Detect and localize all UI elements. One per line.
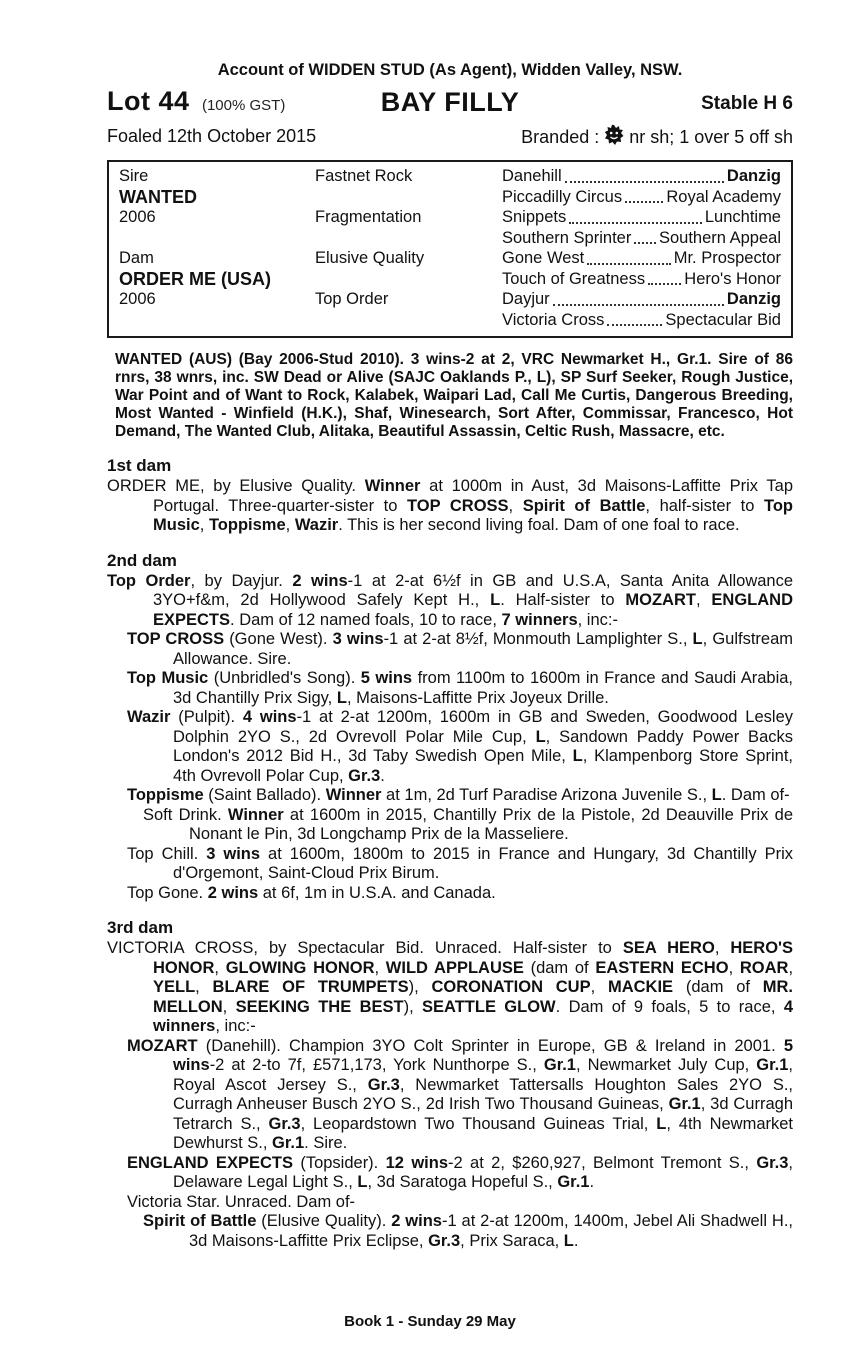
lot-number: Lot 44 xyxy=(107,86,190,116)
ancestor-row: Gone West Mr. Prospector xyxy=(502,249,781,267)
dam-name: ORDER ME (USA) xyxy=(119,268,271,289)
ancestor-row: Danehill Danzig xyxy=(502,167,781,185)
ancestor-row: Touch of Greatness Hero's Honor xyxy=(502,269,781,288)
progeny-entry-top-cross: TOP CROSS (Gone West). 3 wins-1 at 2-at 8½f, Monmouth Lamplighter S., L, Gulfstream Allowance. Sire. xyxy=(127,630,794,668)
grandam-name: Fragmentation xyxy=(315,208,422,226)
second-dam-section xyxy=(107,551,793,904)
third-dam-heading: 3rd dam xyxy=(107,918,174,937)
brand-mark-icon xyxy=(604,124,624,146)
progeny-entry-mozart: MOZART (Danehill). Champion 3YO Colt Sprinter in Europe, GB & Ireland in 2001. 5 wins-2 at 2-to 7f, £571,173, York Nunthorpe S., Gr.1, Newmarket July Cup, Gr.1, Royal Ascot Jersey S., Gr.3, Newmarket Tattersalls Houghton Sales 2YO S., Curragh Anheuser Busch 2YO S., 2d Irish Two Thousand Guineas, Gr.1, 3d Curragh Tetrarch S., Gr.3, Leopardstown Two Thousand Guineas Trial, L, 4th Newmarket Dewhurst S., Gr.1. Sire. xyxy=(127,1036,794,1152)
dot-leader xyxy=(648,283,681,285)
sire-label: Sire xyxy=(119,167,149,185)
horse-title: BAY FILLY xyxy=(380,87,520,117)
dam-year: 2006 xyxy=(119,290,156,308)
sire-summary-paragraph: WANTED (AUS) (Bay 2006-Stud 2010). 3 wins-2 at 2, VRC Newmarket H., Gr.1. Sire of 86 rnrs, 38 wnrs, inc. SW Dead or Alive (SAJC Oaklands P., L), SP Surf Seeker, Rough Justice, War Point and of Want to Rock, Kalabek, Waipari Lad, Call Me Curtis, Dangerous Breeding, Most Wanted - Winfield (H.K.), Shaf, Winesearch, Sort After, Commissar, Francesco, Hot Demand, The Wanted Club, Alitaka, Beautiful Assassin, Celtic Rush, Massacre, etc. xyxy=(115,351,793,440)
dam-entry-top-order: Top Order, by Dayjur. 2 wins-1 at 2-at 6½f in GB and U.S.A, Santa Anita Allowance 3YO+f&m, 2d Hollywood Safely Kept H., L. Half-sister to MOZART, ENGLAND EXPECTS. Dam of 12 named foals, 10 to race, 7 winners, inc:- xyxy=(107,571,794,629)
pedigree-ancestors-column xyxy=(502,166,781,330)
dam-entry-victoria-cross: VICTORIA CROSS, by Spectacular Bid. Unraced. Half-sister to SEA HERO, HERO'S HONOR, GLOWING HONOR, WILD APPLAUSE (dam of EASTERN ECHO, ROAR, YELL, BLARE OF TRUMPETS), CORONATION CUP, MACKIE (dam of MR. MELLON, SEEKING THE BEST), SEATTLE GLOW. Dam of 9 foals, 5 to race, 4 winners, inc:- xyxy=(107,939,794,1035)
foaled-date: Foaled 12th October 2015 xyxy=(107,126,317,146)
ancestor-row: Victoria Cross Spectacular Bid xyxy=(502,310,781,329)
progeny-entry-top-chill: Top Chill. 3 wins at 1600m, 1800m to 2015 in France and Hungary, 3d Chantilly Prix d'Orgemont, Saint-Cloud Prix Birum. xyxy=(127,844,793,882)
first-dam-heading: 1st dam xyxy=(107,456,172,475)
dam-entry-order-me: ORDER ME, by Elusive Quality. Winner at 1000m in Aust, 3d Maisons-Laffitte Prix Tap Portugal. Three-quarter-sister to TOP CROSS, Spirit of Battle, half-sister to Top Music, Toppisme, Wazir. This is her second living foal. Dam of one foal to race. xyxy=(107,477,793,534)
branded-info xyxy=(521,126,793,148)
ancestor-row: Southern Sprinter Southern Appeal xyxy=(502,228,781,247)
sire-year: 2006 xyxy=(119,208,156,226)
progeny-entry-victoria-star: Victoria Star. Unraced. Dam of- xyxy=(127,1192,356,1211)
dot-leader xyxy=(569,222,702,224)
progeny-entry-toppisme: Toppisme (Saint Ballado). Winner at 1m, 2d Turf Paradise Arizona Juvenile S., L. Dam of- xyxy=(127,786,790,804)
ancestor-row: Piccadilly Circus Royal Academy xyxy=(502,187,781,206)
first-dam-section xyxy=(107,456,793,536)
dot-leader xyxy=(634,242,656,244)
sire-name: WANTED xyxy=(119,186,197,207)
grandsire-name: Elusive Quality xyxy=(315,249,425,267)
ancestor-row: Dayjur Danzig xyxy=(502,290,781,308)
progeny-entry-top-gone: Top Gone. 2 wins at 6f, 1m in U.S.A. and Canada. xyxy=(127,883,496,902)
pedigree-grandparents-column xyxy=(315,166,502,330)
grandam-name: Top Order xyxy=(315,290,389,308)
grandsire-name: Fastnet Rock xyxy=(315,167,413,185)
stable-label: Stable H 6 xyxy=(701,93,793,114)
lot-number-group xyxy=(107,86,285,117)
dam-label: Dam xyxy=(119,249,154,267)
account-line: Account of WIDDEN STUD (As Agent), Widden Valley, NSW. xyxy=(217,61,683,79)
branded-label: Branded : xyxy=(521,126,600,147)
branded-description: nr sh; 1 over 5 off sh xyxy=(629,126,793,147)
dot-leader xyxy=(625,201,663,203)
progeny-entry-top-music: Top Music (Unbridled's Song). 5 wins from 1100m to 1600m in France and Saudi Arabia, 3d Chantilly Prix Sigy, L, Maisons-Laffitte Prix Joyeux Drille. xyxy=(127,669,794,707)
dot-leader xyxy=(553,304,724,306)
dot-leader xyxy=(607,324,662,326)
gst-note: (100% GST) xyxy=(201,97,286,114)
foal-row xyxy=(107,126,793,152)
progeny-entry-soft-drink: Soft Drink. Winner at 1600m in 2015, Chantilly Prix de la Pistole, 2d Deauville Prix de Nonant le Pin, 3d Longchamp Prix de la Masseliere. xyxy=(143,805,793,843)
third-dam-section xyxy=(107,918,793,1251)
dot-leader xyxy=(587,263,670,265)
second-dam-heading: 2nd dam xyxy=(107,550,177,570)
ancestor-row: Snippets Lunchtime xyxy=(502,208,781,226)
dot-leader xyxy=(565,181,724,183)
progeny-entry-england-expects: ENGLAND EXPECTS (Topsider). 12 wins-2 at 2, $260,927, Belmont Tremont S., Gr.3, Delaware Legal Light S., L, 3d Saratoga Hopeful S., Gr.1. xyxy=(127,1153,794,1191)
pedigree-subject-column xyxy=(119,166,315,330)
lot-header-row xyxy=(107,86,793,122)
progeny-entry-spirit-of-battle: Spirit of Battle (Elusive Quality). 2 wins-1 at 2-at 1200m, 1400m, Jebel Ali Shadwell H., 3d Maisons-Laffitte Prix Eclipse, Gr.3, Prix Saraca, L. xyxy=(143,1212,793,1250)
progeny-entry-wazir: Wazir (Pulpit). 4 wins-1 at 2-at 1200m, 1600m in GB and Sweden, Goodwood Lesley Dolphin 2YO S., 2d Ovrevoll Polar Mile Cup, L, Sandown Paddy Power Backs London's 2012 Bid H., 3d Taby Swedish Open Mile, L, Klampenborg Store Sprint, 4th Ovrevoll Polar Cup, Gr.3. xyxy=(127,708,793,785)
book-footer: Book 1 - Sunday 29 May xyxy=(344,1313,516,1330)
pedigree-table xyxy=(107,160,793,338)
